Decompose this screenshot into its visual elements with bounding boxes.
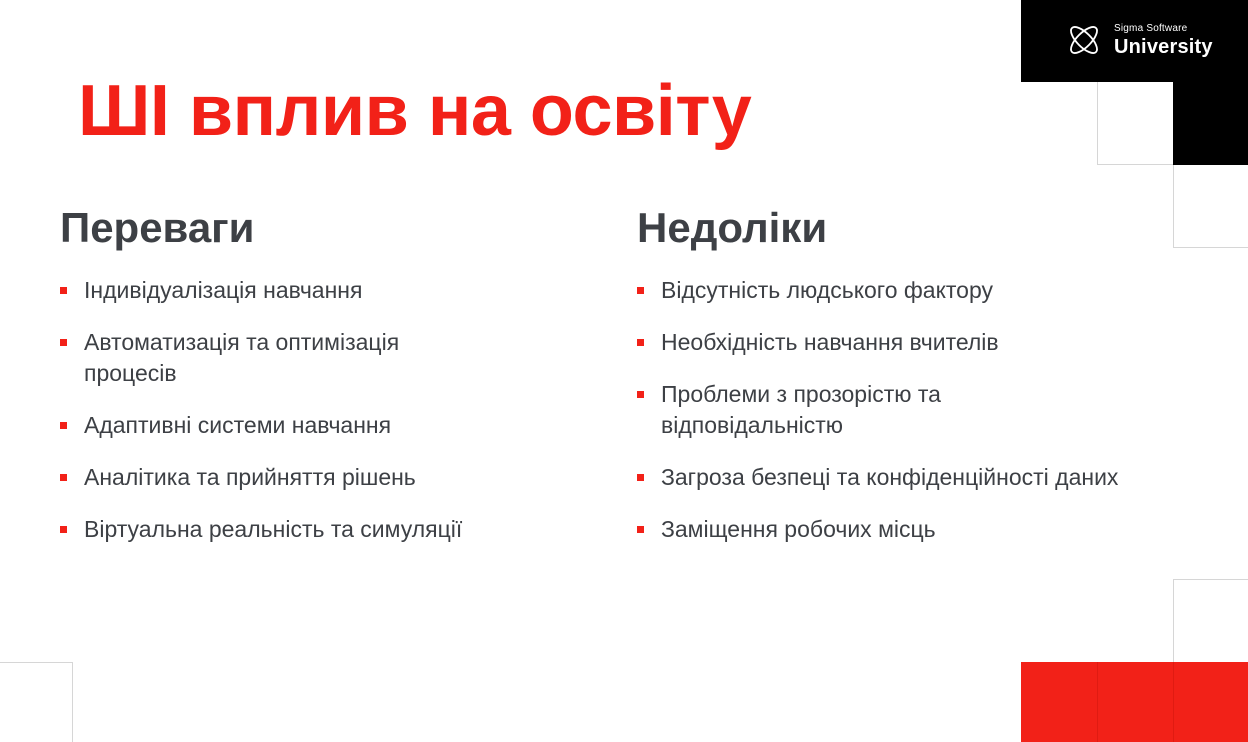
disadvantages-list [637,275,1197,545]
advantages-column [60,205,560,566]
bullet-icon [637,526,644,533]
list-item [60,327,464,389]
list-item [60,514,560,545]
bullet-icon [60,287,67,294]
list-item-text: Необхідність навчання вчителів [661,329,999,356]
list-item [637,514,1197,545]
list-item-text: Відсутність людського фактору [661,277,994,304]
sigma-software-logo [1064,18,1214,62]
bullet-icon [60,339,67,346]
advantages-heading: Переваги [60,204,255,251]
decor-outline-square [1097,82,1173,165]
bullet-icon [637,287,644,294]
page-title: ШІ вплив на освіту [78,71,752,151]
bullet-icon [60,474,67,481]
decor-black-square [1173,82,1248,165]
decor-outline-square [0,662,73,742]
advantages-list [60,275,560,545]
logo-line2: University [1114,35,1213,58]
list-item [60,275,560,306]
decor-red-block [1021,662,1248,742]
list-item-text: Віртуальна реальність та симуляції [84,516,463,543]
decor-red-divider [1097,662,1098,742]
list-item [637,379,1001,441]
logo-line1: Sigma Software [1114,22,1188,34]
list-item-text: Загроза безпеці та конфіденційності даних [661,464,1119,491]
disadvantages-column [637,205,1197,566]
decor-outline-square [1173,579,1248,662]
list-item-text: Аналітика та прийняття рішень [84,464,416,491]
bullet-icon [60,526,67,533]
bullet-icon [60,422,67,429]
list-item-text: Проблеми з прозорістю та відповідальністю [661,381,941,439]
bullet-icon [637,391,644,398]
list-item [60,462,560,493]
sigma-logo-icon [1064,20,1104,60]
bullet-icon [637,474,644,481]
list-item [637,327,1197,358]
list-item [60,410,560,441]
decor-red-divider [1173,662,1174,742]
list-item [637,462,1197,493]
disadvantages-heading: Недоліки [637,204,828,251]
list-item-text: Заміщення робочих місць [661,516,936,543]
bullet-icon [637,339,644,346]
list-item-text: Адаптивні системи навчання [84,412,392,439]
list-item-text: Індивідуалізація навчання [84,277,363,304]
list-item [637,275,1197,306]
list-item-text: Автоматизація та оптимізація процесів [84,329,400,387]
